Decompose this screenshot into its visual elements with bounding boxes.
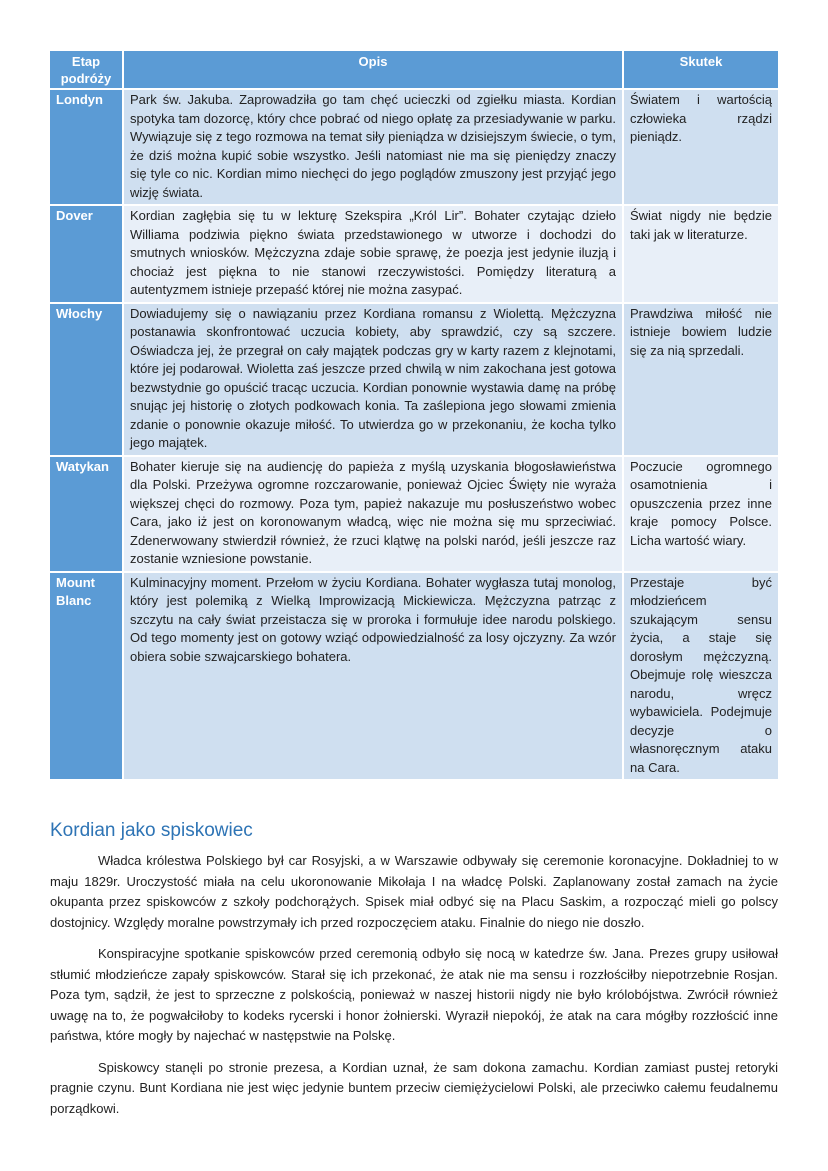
section-heading: Kordian jako spiskowiec: [50, 820, 253, 841]
table-header-row: [50, 51, 778, 89]
row-stage: Włochy: [50, 303, 123, 456]
document-page: [50, 51, 778, 1130]
row-effect: Przestaje być młodzieńcem szukającym sensu życia, a staje się dorosłym mężczyzną. Obejmuje rolę wieszcza narodu, wręcz wybawiciela. Podejmuje decyzje o własnoręcznym ataku na Cara.: [623, 572, 778, 780]
row-description: Bohater kieruje się na audiencję do papieża z myślą uzyskania błogosławieństwa dla Polski. Przeżywa ogromne rozczarowanie, ponieważ Ojciec Święty nie wyraża większej chęci do rozmowy. Poza tym, papież nakazuje mu posłuszeństwo wobec Cara, jako iż jest on koronowanym władcą, więc nie można się mu sprzeciwiać. Zdenerwowany stwierdził również, że rzuci klątwę na polski naród, jeśli jeszcze raz zostanie wzniesione powstanie.: [123, 456, 623, 572]
row-description: Dowiadujemy się o nawiązaniu przez Kordiana romansu z Wiolettą. Mężczyzna postanawia skonfrontować uczucia kobiety, aby sprawdzić, czy są szczere. Oświadcza jej, że przegrał on cały majątek podczas gry w karty razem z klejnotami, które jej podarował. Wioletta zaś jeszcze przed chwilą w nim zakochana jest gotowa bezwstydnie go opuścić tracąc uczucia. Kordian ponownie wystawia damę na próbę snując jej historię o złotych podkowach konia. Ta zaślepiona jego słowami zmienia zdanie o ponownie okazuje miłość. To utwierdza go w przekonaniu, że kocha tylko jego majątek.: [123, 303, 623, 456]
row-description: Park św. Jakuba. Zaprowadziła go tam chęć ucieczki od zgiełku miasta. Kordian spotyka tam dozorcę, który chce pobrać od niego opłatę za przesiadywanie w parku. Wywiązuje się z tego rozmowa na temat siły pieniądza w dzisiejszym świecie, o tym, że dziś można kupić sobie wszystko. Jeśli natomiast nie ma się pieniędzy znaczy się tyle co nic. Kordian mimo niechęci do jego poglądów zmuszony jest przyjąć jego wizję świata.: [123, 89, 623, 205]
header-effect: Skutek: [623, 51, 778, 89]
header-description: Opis: [123, 51, 623, 89]
row-stage: Dover: [50, 205, 123, 303]
row-effect: Prawdziwa miłość nie istnieje bowiem ludzie się za nią sprzedali.: [623, 303, 778, 456]
row-effect: Poczucie ogromnego osamotnienia i opuszczenia przez inne kraje pomocy Polsce. Licha wartość wiary.: [623, 456, 778, 572]
table-row: [50, 456, 778, 572]
paragraph: Władca królestwa Polskiego był car Rosyjski, a w Warszawie odbywały się ceremonie koronacyjne. Dokładniej to w maju 1829r. Uroczystość miała na celu ukoronowanie Mikołaja I na władcę Polski. Zaplanowany został zamach na życie okupanta przez spiskowców z szkoły podchorążych. Spisek miał odbyć się na Placu Saskim, a rozpocząć mieli go polscy dostojnicy. Względy moralne powstrzymały ich przed rozpoczęciem ataku. Finalnie do niego nie doszło.: [50, 853, 778, 930]
row-description: Kulminacyjny moment. Przełom w życiu Kordiana. Bohater wygłasza tutaj monolog, który jest polemiką z Wielką Improwizacją Mickiewicza. Mężczyzna patrząc z szczytu na cały świat przeistacza się w proroka i formułuje idee narodu polskiego. Od tego momenty jest on gotowy wziąć odpowiedzialność za losy ojczyzny. Za wzór obiera sobie szwajcarskiego bohatera.: [123, 572, 623, 780]
row-stage: Watykan: [50, 456, 123, 572]
row-description: Kordian zagłębia się tu w lekturę Szekspira „Król Lir”. Bohater czytając dzieło Williama podziwia piękno świata przedstawionego w utworze i dochodzi do smutnych wniosków. Mężczyzna zdaje sobie sprawę, że poezja jest jedynie iluzją i chociaż jest piękna to nie stanowi rzeczywistości. Pomiędzy literaturą a autentyzmem istnieje przepaść której nie można zasypać.: [123, 205, 623, 303]
row-stage: Londyn: [50, 89, 123, 205]
row-effect: Światem i wartością człowieka rządzi pieniądz.: [623, 89, 778, 205]
journey-table: [50, 51, 778, 779]
table-row: [50, 303, 778, 456]
table-row: [50, 89, 778, 205]
table-row: [50, 205, 778, 303]
row-stage: Mount Blanc: [50, 572, 123, 780]
paragraph: Konspiracyjne spotkanie spiskowców przed ceremonią odbyło się nocą w katedrze św. Jana. Prezes grupy usiłował stłumić młodzieńcze zapały spiskowców. Starał się ich przekonać, że atak nie ma sensu i rozzłościłby niepotrzebnie Rosjan. Poza tym, sądził, że jest to sprzeczne z polskością, ponieważ w naszej historii nigdy nie było królobójstwa. Zwrócił również uwagę na to, że pogwałciłoby to kodeks rycerski i honor żołnierski. Wyraził niepokój, że atak na cara mógłby rozzłościć inne państwa, które mogły by najechać w następstwie na Polskę.: [50, 946, 778, 1043]
row-effect: Świat nigdy nie będzie taki jak w literaturze.: [623, 205, 778, 303]
header-stage: Etap podróży: [50, 51, 123, 89]
paragraph: Spiskowcy stanęli po stronie prezesa, a Kordian uznał, że sam dokona zamachu. Kordian zamiast pustej retoryki pragnie czynu. Bunt Kordiana nie jest więc jedynie buntem przeciw ciemiężycielowi Polski, ale przeciwko całemu feudalnemu porządkowi.: [50, 1059, 778, 1116]
table-row: [50, 572, 778, 780]
